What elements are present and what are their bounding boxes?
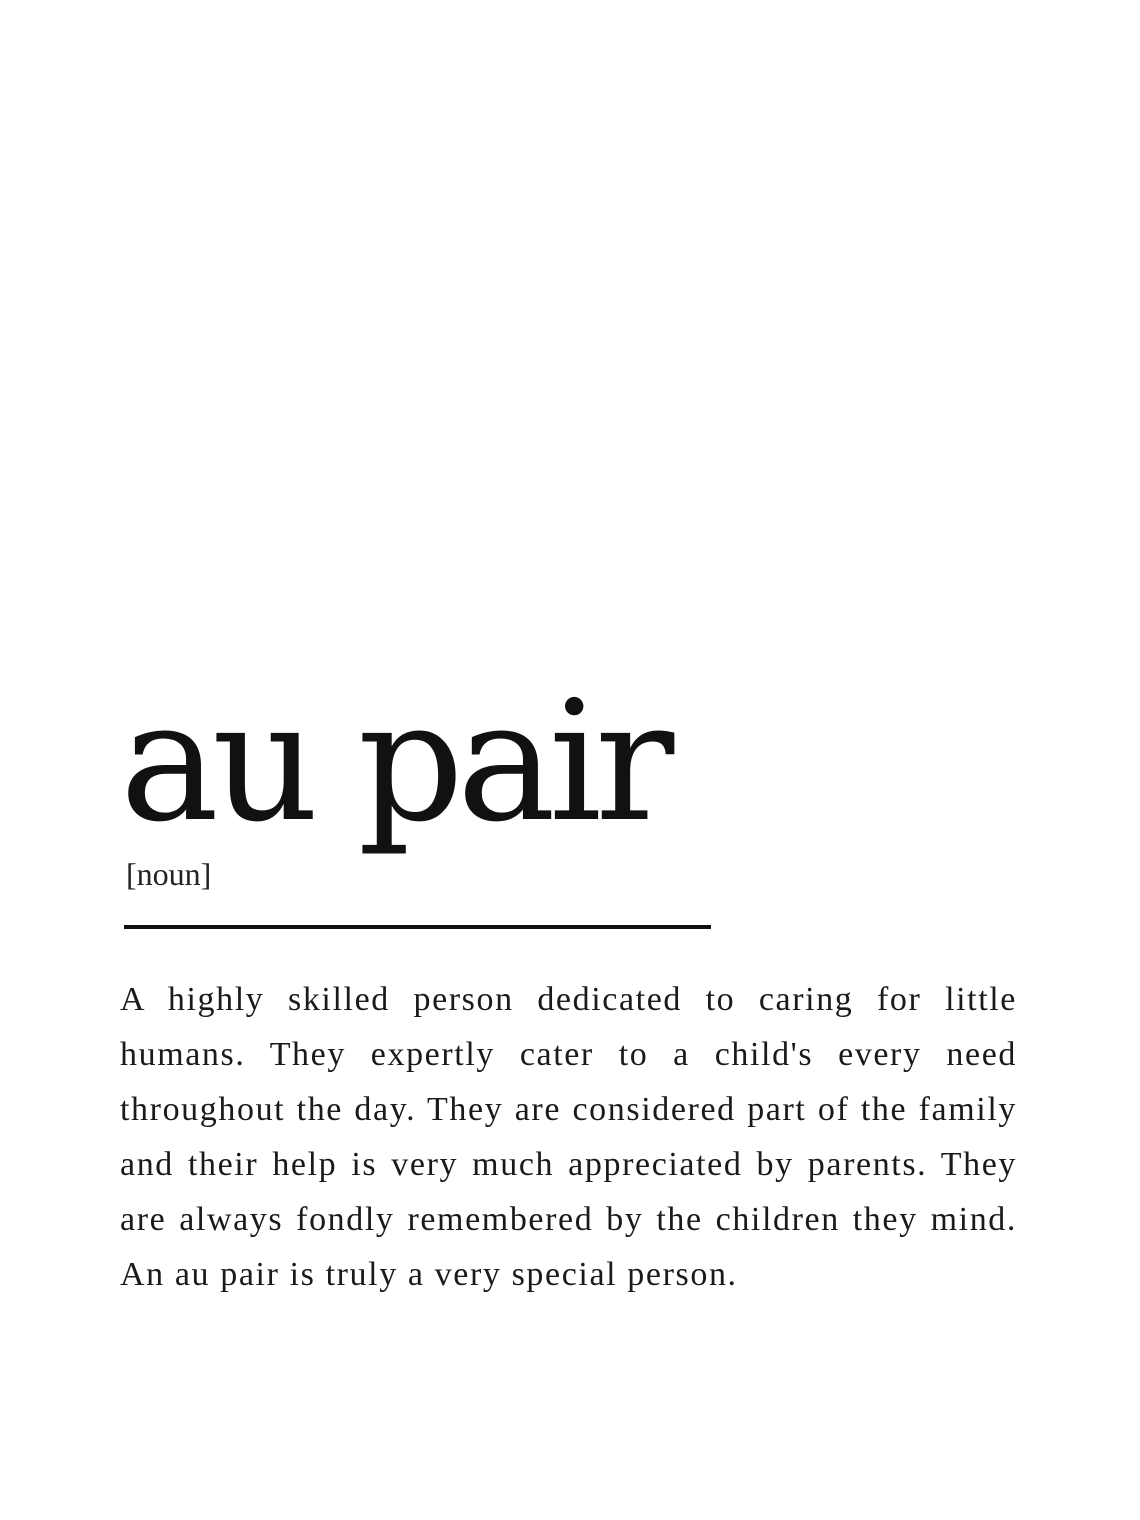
part-of-speech: [noun] [126,856,212,892]
definition-text: A highly skilled person dedicated to caring for little humans. They expertly cater to a child's every need throughout the day. They are considered part of the family and their help is very much appreciated by parents. They are always fondly remembered by the children they mind. An au pair is truly a very special person. [120,981,1017,1293]
divider-line [124,925,711,929]
headword: au pair [120,666,668,859]
